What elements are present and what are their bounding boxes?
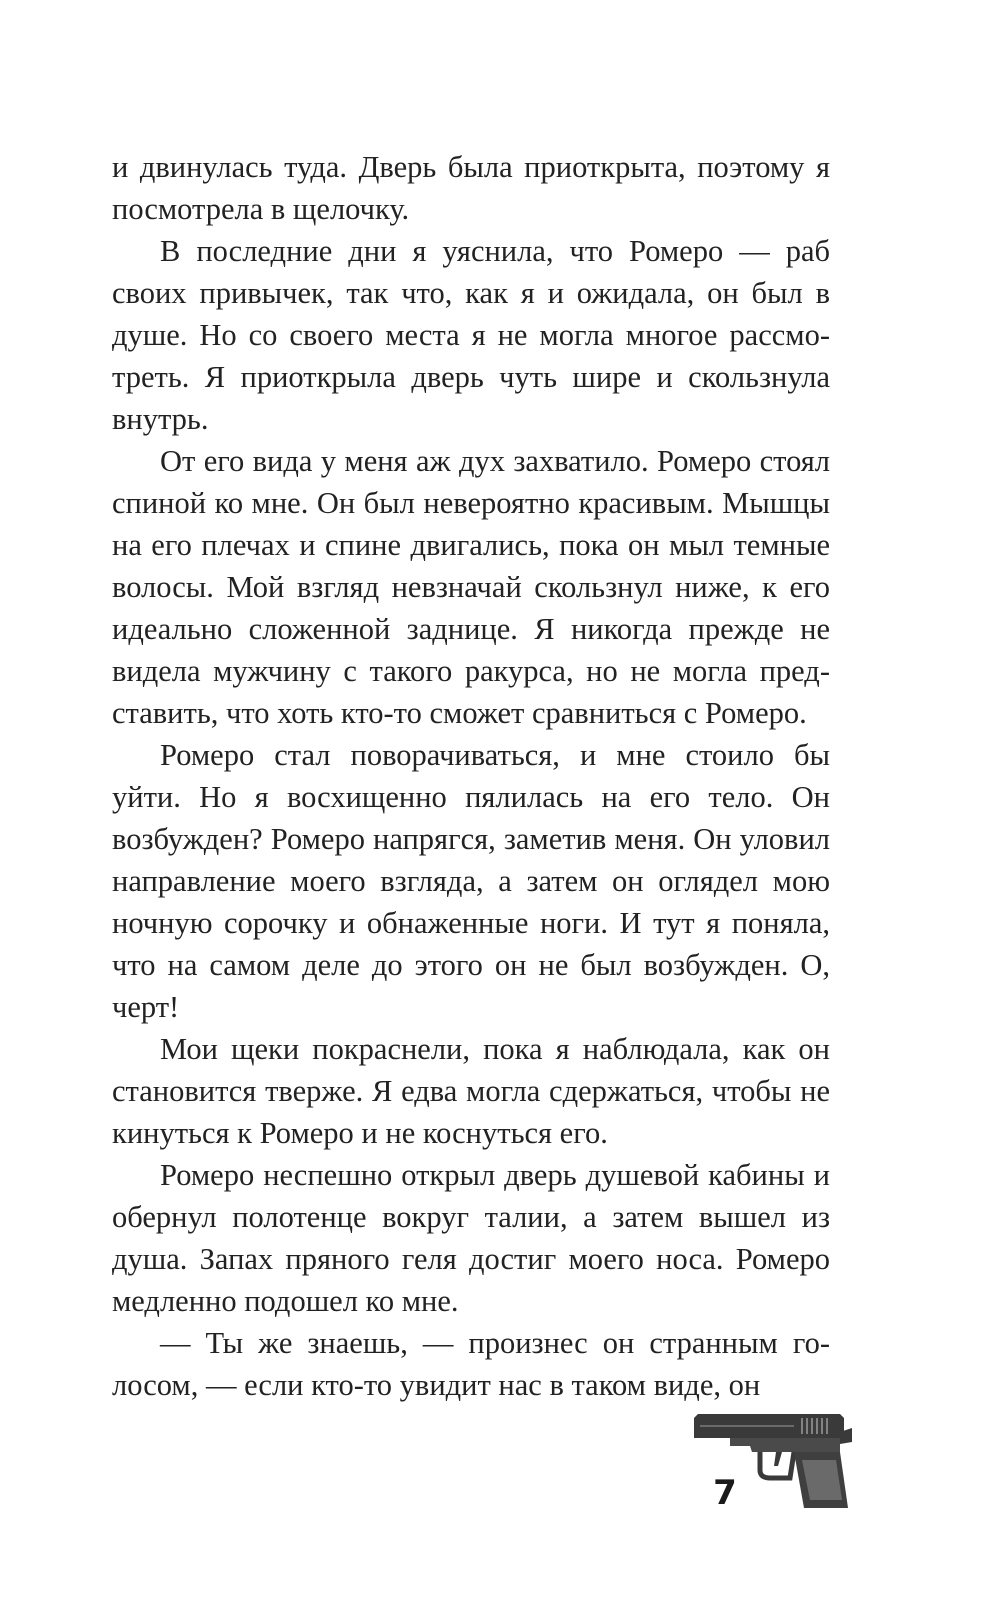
page-number: 7 <box>713 1473 737 1513</box>
paragraph-1: и двинулась туда. Дверь была приоткрыта, поэтому я посмотрела в щелочку. <box>112 150 830 226</box>
paragraph-5: Мои щеки покраснели, пока я наблюдала, как он становится тверже. Я едва могла сдержаться, чтобы не кинуться к Ромеро и не коснуться его. <box>112 1032 830 1150</box>
paragraph-2: В последние дни я уяснила, что Ромеро — раб своих привычек, так что, как я и ожидала, он был в душе. Но со своего места я не могла многое рассмотреть. Я приоткрыла дверь чуть шире и скользнула внутрь. <box>112 234 830 436</box>
paragraph-7: — Ты же знаешь, — произнес он странным голосом, — если кто-то увидит нас в таком виде, он <box>112 1326 830 1402</box>
paragraph-6: Ромеро неспешно открыл дверь душевой кабины и обернул полотенце вокруг талии, а затем вышел из душа. Запах пряного геля достиг моего носа. Ромеро медленно подошел ко мне. <box>112 1158 830 1318</box>
page-body-text <box>112 146 830 1406</box>
paragraph-3: От его вида у меня аж дух захватило. Ромеро стоял спиной ко мне. Он был невероятно красивым. Мышцы на его плечах и спине двигались, пока он мыл темные волосы. Мой взгляд невзначай скользнул ниже, к его идеально сложенной заднице. Я никогда прежде не видела мужчину с такого ракурса, но не могла представить, что хоть кто-то сможет сравниться с Ромеро. <box>112 444 830 730</box>
paragraph-4: Ромеро стал поворачиваться, и мне стоило бы уйти. Но я восхищенно пялилась на его тело. Он возбужден? Ромеро напрягся, заметив меня. Он уловил направление моего взгляда, а затем он оглядел мою ночную сорочку и обнаженные ноги. И тут я поняла, что на самом деле до этого он не был возбужден. О, черт! <box>112 738 830 1024</box>
